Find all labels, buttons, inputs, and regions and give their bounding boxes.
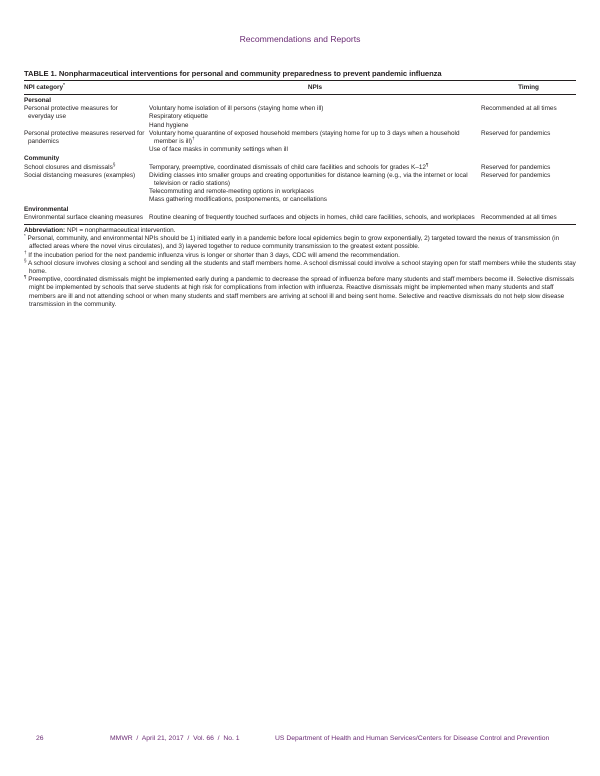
table-bottom-rule bbox=[24, 224, 576, 225]
category-cell: Personal protective measures reserved for pandemics bbox=[24, 129, 145, 146]
npi-item: Voluntary home quarantine of exposed household members (staying home for up to 3 days when a household member is ill)† bbox=[149, 129, 460, 146]
timing-cell: Reserved for pandemics bbox=[481, 171, 551, 179]
footnote: * Personal, community, and environmental NPIs should be 1) initiated early in a pandemic before local epidemics begin to grow exponentially, 2) targeted toward the nexus of transmission (in affected areas where the novel virus circulates), and 3) layered together to reduce community transmission to the greatest extent possible. bbox=[24, 233, 560, 251]
page-footer bbox=[0, 735, 600, 747]
category-cell: Environmental surface cleaning measures bbox=[24, 213, 143, 221]
npi-table bbox=[24, 69, 576, 309]
table-row bbox=[24, 105, 576, 130]
abbreviation-note: Abbreviation: NPI = nonpharmaceutical intervention. bbox=[24, 227, 176, 235]
table-title: TABLE 1. Nonpharmaceutical interventions for personal and community preparedness to prevent pandemic influenza bbox=[24, 69, 576, 81]
npi-item: Respiratory etiquette bbox=[149, 113, 208, 121]
header-timing: Timing bbox=[518, 84, 539, 91]
npi-item: Hand hygiene bbox=[149, 121, 189, 129]
npi-item: Use of face masks in community settings when ill bbox=[149, 146, 288, 154]
running-head: Recommendations and Reports bbox=[239, 34, 361, 44]
section-community: Community bbox=[24, 155, 60, 163]
table-row bbox=[24, 130, 576, 155]
category-cell: Social distancing measures (examples) bbox=[24, 171, 136, 179]
table-notes bbox=[24, 227, 576, 309]
issue-info: MMWR / April 21, 2017 / Vol. 66 / No. 1 bbox=[110, 735, 240, 742]
npi-item: Temporary, preemptive, coordinated dismissals of child care facilities and schools for grades K–12¶ bbox=[149, 161, 429, 171]
timing-cell: Recommended at all times bbox=[481, 213, 557, 221]
npis-cell bbox=[149, 214, 481, 222]
section-personal: Personal bbox=[24, 97, 51, 104]
footnote: ¶ Preemptive, coordinated dismissals might be implemented early during a pandemic to decrease the spread of influenza before many students and staff members become ill. Selective dismissals might be implemented by schools that serve students at high risk for complications from infection with influenza. Reactive dismissals might be implemented when many students and staff members are ill and not attending school or when many students and staff members are arriving at school ill and being sent home. Selective and reactive dismissals do not help slow disease transmission in the community. bbox=[24, 274, 575, 308]
timing-cell: Reserved for pandemics bbox=[481, 163, 551, 171]
table-body bbox=[24, 95, 576, 222]
table-row bbox=[24, 161, 576, 172]
npis-cell bbox=[149, 172, 481, 205]
table-row bbox=[24, 214, 576, 222]
footnote: § A school closure involves closing a school and sending all the students and staff members home. A school dismissal could involve a school staying open for staff members while the students stay home. bbox=[24, 257, 576, 276]
header-npi-category: NPI category* bbox=[24, 82, 65, 91]
page-number: 26 bbox=[36, 735, 44, 742]
table-row bbox=[24, 172, 576, 205]
npi-item: Routine cleaning of frequently touched surfaces and objects in homes, child care facilities, schools, and workplaces bbox=[149, 213, 475, 221]
timing-cell: Reserved for pandemics bbox=[481, 129, 551, 137]
footnote: † If the incubation period for the next pandemic influenza virus is longer or shorter than 3 days, CDC will amend the recommendation. bbox=[24, 249, 400, 259]
npi-item: Mass gathering modifications, postponements, or cancellations bbox=[149, 196, 327, 204]
section-environmental: Environmental bbox=[24, 205, 69, 213]
header-npis: NPIs bbox=[307, 84, 323, 91]
npis-cell bbox=[149, 105, 481, 130]
npi-item: Dividing classes into smaller groups and creating opportunities for distance learning (e.g., via the internet or local television or radio stations) bbox=[149, 171, 468, 188]
category-cell: Personal protective measures for everyday use bbox=[24, 105, 118, 121]
npi-item: Voluntary home isolation of ill persons (staying home when ill) bbox=[149, 105, 324, 113]
npi-item: Telecommuting and remote-meeting options in workplaces bbox=[149, 188, 314, 196]
table-header bbox=[24, 81, 576, 95]
npis-cell bbox=[149, 130, 481, 155]
npis-cell bbox=[149, 161, 481, 172]
category-cell: School closures and dismissals§ bbox=[24, 161, 116, 171]
agency-name: US Department of Health and Human Services/Centers for Disease Control and Prevention bbox=[275, 735, 550, 742]
timing-cell: Recommended at all times bbox=[481, 105, 557, 113]
